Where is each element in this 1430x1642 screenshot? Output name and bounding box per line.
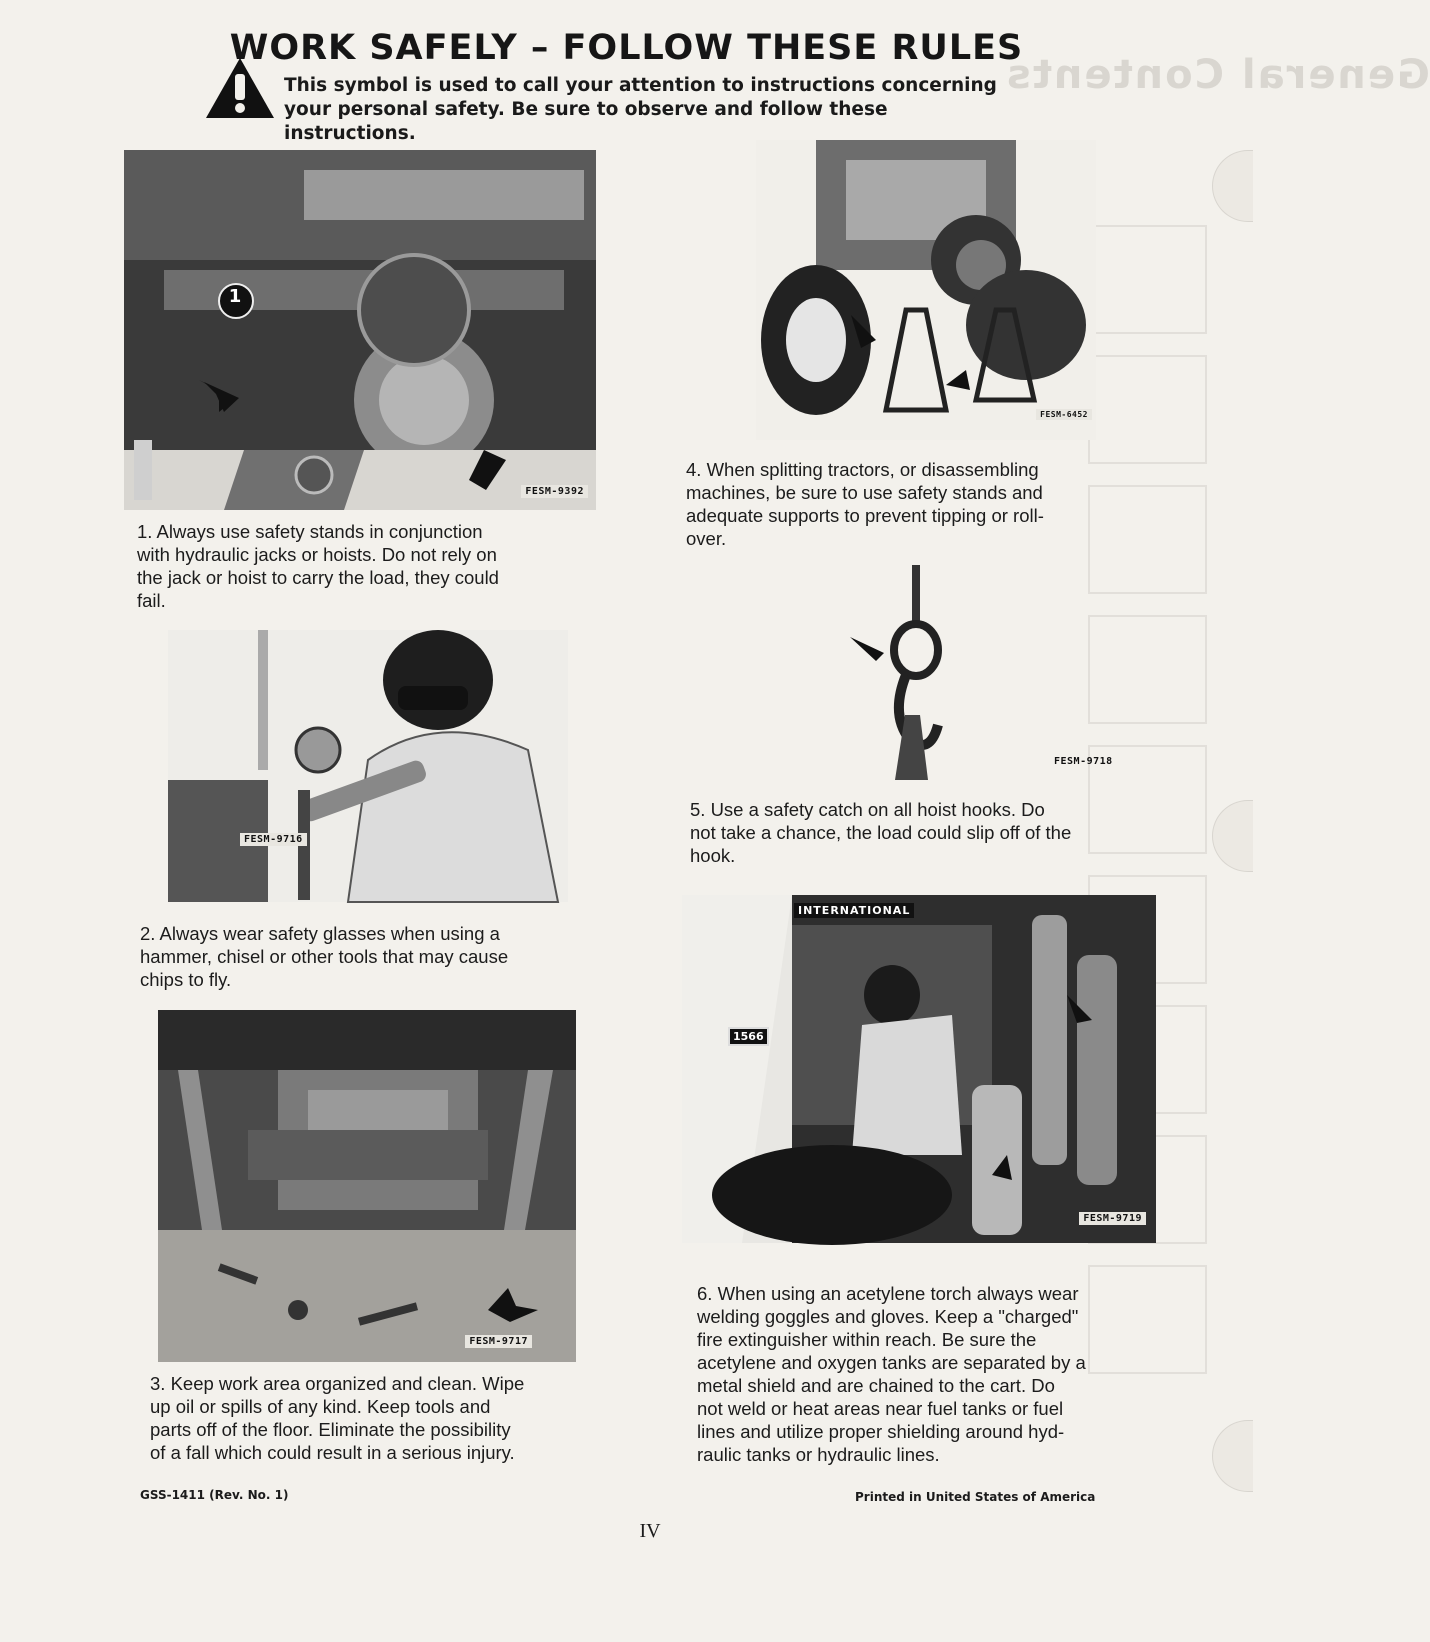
figure-label: FESM-9717: [465, 1335, 532, 1348]
caption-line: raulic tanks or hydraulic lines.: [697, 1444, 940, 1465]
intro-text: [284, 74, 1004, 146]
caption-line: of a fall which could result in a serious injury.: [150, 1442, 515, 1463]
caption-line: not take a chance, the load could slip off of the: [690, 822, 1072, 843]
intro-line: your personal safety. Be sure to observe and follow these instructions.: [284, 99, 888, 144]
figure-label: FESM-9716: [240, 833, 307, 846]
tractor-badge-model: 1566: [728, 1027, 769, 1046]
caption-line: 3. Keep work area organized and clean. Wipe: [150, 1373, 525, 1394]
photo-hoist-hook: [850, 565, 960, 780]
caption-1: [137, 520, 597, 612]
photo-safety-glasses: [168, 630, 568, 902]
caption-5: [690, 798, 1160, 867]
ghost-tab: [1088, 615, 1207, 724]
tractor-badge-brand: INTERNATIONAL: [794, 903, 914, 918]
ghost-tab: [1088, 225, 1207, 334]
printed-in: Printed in United States of America: [855, 1490, 1096, 1504]
ghost-tab: [1088, 355, 1207, 464]
caption-line: 4. When splitting tractors, or disassembling: [686, 459, 1039, 480]
caption-4: [686, 458, 1156, 550]
caption-line: up oil or spills of any kind. Keep tools and: [150, 1396, 491, 1417]
caption-3: [150, 1372, 620, 1464]
caption-line: not weld or heat areas near fuel tanks or fuel: [697, 1398, 1064, 1419]
caption-line: parts off of the floor. Eliminate the possibility: [150, 1419, 511, 1440]
caption-line: machines, be sure to use safety stands and: [686, 482, 1043, 503]
caption-line: with hydraulic jacks or hoists. Do not rely on: [137, 544, 497, 565]
photo-clean-work-area: [158, 1010, 576, 1362]
figure-label: FESM-9719: [1079, 1212, 1146, 1225]
caption-6: [697, 1282, 1167, 1466]
caption-line: hammer, chisel or other tools that may cause: [140, 946, 509, 967]
page-title: WORK SAFELY – FOLLOW THESE RULES: [229, 28, 1024, 68]
binder-hole: [1212, 150, 1253, 222]
page-number: IV: [639, 1520, 661, 1542]
caption-line: lines and utilize proper shielding around hyd-: [697, 1421, 1065, 1442]
caption-line: hook.: [690, 845, 736, 866]
photo-acetylene-torch: [682, 895, 1156, 1243]
photo-safety-stand-jack: [124, 150, 596, 510]
caption-line: 5. Use a safety catch on all hoist hooks. Do: [690, 799, 1045, 820]
caption-line: acetylene and oxygen tanks are separated by a: [697, 1352, 1086, 1373]
intro-line: This symbol is used to call your attention to instructions concerning: [284, 75, 997, 96]
document-id: GSS-1411 (Rev. No. 1): [140, 1488, 289, 1502]
caption-line: the jack or hoist to carry the load, they could: [137, 567, 499, 588]
photo-splitting-tractor: [756, 140, 1096, 440]
ghost-text: General Contents: [1005, 52, 1430, 98]
caption-line: welding goggles and gloves. Keep a "charged": [697, 1306, 1079, 1327]
callout-marker: 1: [228, 286, 242, 307]
caption-line: 6. When using an acetylene torch always wear: [697, 1283, 1079, 1304]
figure-label: FESM-9392: [521, 485, 588, 498]
figure-label: FESM-9718: [1054, 756, 1113, 767]
caption-line: adequate supports to prevent tipping or roll-: [686, 505, 1044, 526]
caption-line: chips to fly.: [140, 969, 232, 990]
binder-hole: [1212, 800, 1253, 872]
caption-line: metal shield and are chained to the cart. Do: [697, 1375, 1055, 1396]
caption-line: fire extinguisher within reach. Be sure the: [697, 1329, 1037, 1350]
warning-triangle-icon: [204, 56, 276, 120]
caption-line: 1. Always use safety stands in conjunction: [137, 521, 483, 542]
caption-line: 2. Always wear safety glasses when using a: [140, 923, 500, 944]
caption-2: [140, 922, 610, 991]
binder-hole: [1212, 1420, 1253, 1492]
caption-line: over.: [686, 528, 727, 549]
caption-line: fail.: [137, 590, 166, 611]
figure-label: FESM-6452: [1036, 409, 1092, 420]
